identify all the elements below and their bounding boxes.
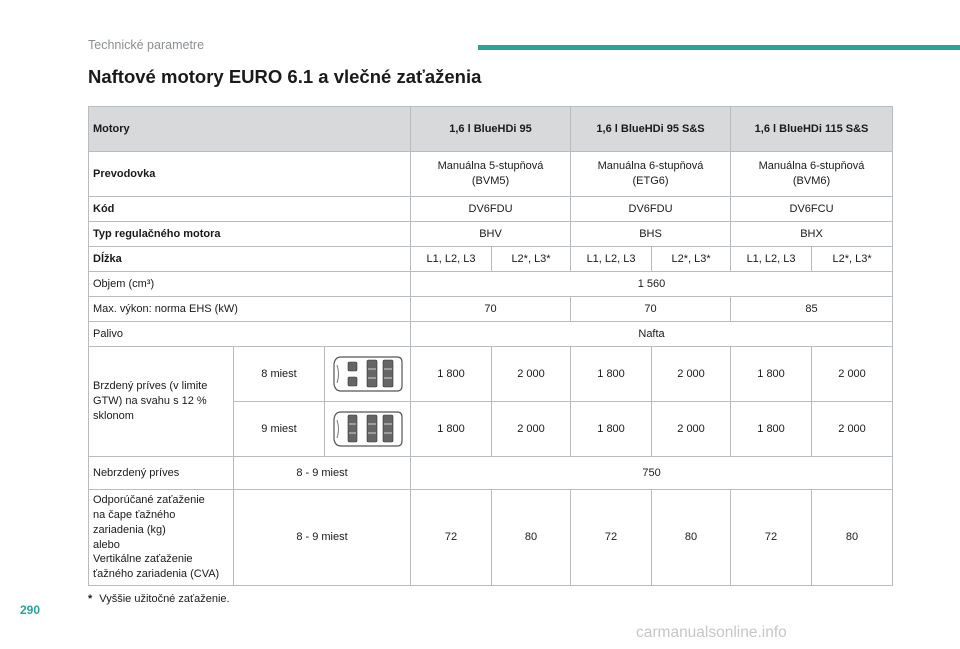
cell-palivo: Nafta: [411, 322, 893, 347]
cell-seats-9: 9 miest: [234, 402, 325, 457]
footnote: [88, 593, 230, 605]
row-label-palivo: Palivo: [89, 322, 411, 347]
cell-brzdeny-9-3: 1 800: [571, 402, 652, 457]
gearbox-name: Manuálna 6-stupňová: [758, 160, 865, 173]
cell-dlzka-2: L2*, L3*: [492, 247, 571, 272]
cell-odporucane-2: 80: [492, 490, 571, 586]
row-label-vykon: Max. výkon: norma EHS (kW): [89, 297, 411, 322]
section-accent-bar: [478, 45, 960, 50]
cell-kod-1: DV6FDU: [411, 197, 571, 222]
header-label: Motory: [89, 107, 411, 152]
watermark: carmanualsonline.info: [636, 624, 787, 641]
row-label-kod: Kód: [89, 197, 411, 222]
cell-odporucane-4: 80: [652, 490, 731, 586]
cell-objem: 1 560: [411, 272, 893, 297]
label-line: alebo: [93, 538, 120, 551]
page-title: Naftové motory EURO 6.1 a vlečné zaťaženia: [88, 66, 482, 87]
table-row: [89, 247, 893, 272]
label-line: Odporúčané zaťaženie: [93, 494, 205, 506]
cell-seats-8: 8 miest: [234, 347, 325, 402]
cell-nebrzdeny-seats: 8 - 9 miest: [234, 457, 411, 490]
gearbox-code: (BVM6): [792, 175, 831, 187]
cell-dlzka-4: L2*, L3*: [652, 247, 731, 272]
table-header-row: [89, 107, 893, 152]
cell-brzdeny-9-4: 2 000: [652, 402, 731, 457]
cell-typ-1: BHV: [411, 222, 571, 247]
cell-vykon-2: 70: [571, 297, 731, 322]
cell-brzdeny-8-5: 1 800: [731, 347, 812, 402]
cell-brzdeny-9-1: 1 800: [411, 402, 492, 457]
table-row: [89, 152, 893, 197]
table-row: [89, 322, 893, 347]
gearbox-name: Manuálna 6-stupňová: [597, 160, 704, 173]
header-engine-3: 1,6 l BlueHDi 115 S&S: [731, 107, 893, 152]
cell-odporucane-5: 72: [731, 490, 812, 586]
gearbox-name: Manuálna 5-stupňová: [437, 160, 544, 173]
row-label-dlzka: Dĺžka: [89, 247, 411, 272]
seat-layout-9-icon: [331, 407, 405, 451]
cell-brzdeny-9-6: 2 000: [812, 402, 893, 457]
label-line: na čape ťažného: [93, 508, 176, 521]
cell-brzdeny-8-3: 1 800: [571, 347, 652, 402]
header-engine-1: 1,6 l BlueHDi 95: [411, 107, 571, 152]
footnote-text: Vyššie užitočné zaťaženie.: [99, 593, 230, 605]
cell-odporucane-1: 72: [411, 490, 492, 586]
table-row: [89, 490, 893, 586]
row-label-typ: Typ regulačného motora: [89, 222, 411, 247]
cell-typ-3: BHX: [731, 222, 893, 247]
cell-kod-3: DV6FCU: [731, 197, 893, 222]
table-row: [89, 457, 893, 490]
table-row: [89, 297, 893, 322]
cell-brzdeny-9-5: 1 800: [731, 402, 812, 457]
cell-nebrzdeny: 750: [411, 457, 893, 490]
seat-layout-9-icon: [325, 402, 411, 457]
cell-dlzka-1: L1, L2, L3: [411, 247, 492, 272]
cell-brzdeny-8-6: 2 000: [812, 347, 893, 402]
gearbox-code: (ETG6): [632, 175, 669, 187]
row-label-objem: Objem (cm³): [89, 272, 411, 297]
row-label-odporucane: [89, 490, 234, 586]
seat-layout-8-icon: [331, 352, 405, 396]
cell-dlzka-5: L1, L2, L3: [731, 247, 812, 272]
seat-layout-8-icon: [325, 347, 411, 402]
label-line: Vertikálne zaťaženie: [93, 553, 193, 566]
cell-prevodovka-2: [571, 152, 731, 197]
cell-brzdeny-8-1: 1 800: [411, 347, 492, 402]
row-label-nebrzdeny: Nebrzdený príves: [89, 457, 234, 490]
table-row: [89, 272, 893, 297]
cell-dlzka-6: L2*, L3*: [812, 247, 893, 272]
header-engine-2: 1,6 l BlueHDi 95 S&S: [571, 107, 731, 152]
section-label: Technické parametre: [88, 38, 205, 52]
page-number: 290: [20, 603, 41, 617]
cell-odporucane-seats: 8 - 9 miest: [234, 490, 411, 586]
cell-odporucane-3: 72: [571, 490, 652, 586]
cell-brzdeny-8-2: 2 000: [492, 347, 571, 402]
cell-typ-2: BHS: [571, 222, 731, 247]
table-row: [89, 222, 893, 247]
row-label-brzdeny: Brzdený príves (v limite GTW) na svahu s 12 % sklonom: [89, 347, 234, 457]
table-row: [89, 197, 893, 222]
row-label-prevodovka: Prevodovka: [89, 152, 411, 197]
table-row: [89, 347, 893, 402]
engine-spec-table: [88, 106, 893, 586]
label-line: zariadenia (kg): [93, 523, 166, 536]
cell-prevodovka-3: [731, 152, 893, 197]
cell-brzdeny-9-2: 2 000: [492, 402, 571, 457]
cell-brzdeny-8-4: 2 000: [652, 347, 731, 402]
label-line: ťažného zariadenia (CVA): [93, 568, 220, 581]
cell-odporucane-6: 80: [812, 490, 893, 586]
cell-vykon-1: 70: [411, 297, 571, 322]
gearbox-code: (BVM5): [471, 175, 510, 187]
cell-vykon-3: 85: [731, 297, 893, 322]
footnote-marker: *: [88, 593, 93, 605]
cell-prevodovka-1: [411, 152, 571, 197]
cell-dlzka-3: L1, L2, L3: [571, 247, 652, 272]
cell-kod-2: DV6FDU: [571, 197, 731, 222]
